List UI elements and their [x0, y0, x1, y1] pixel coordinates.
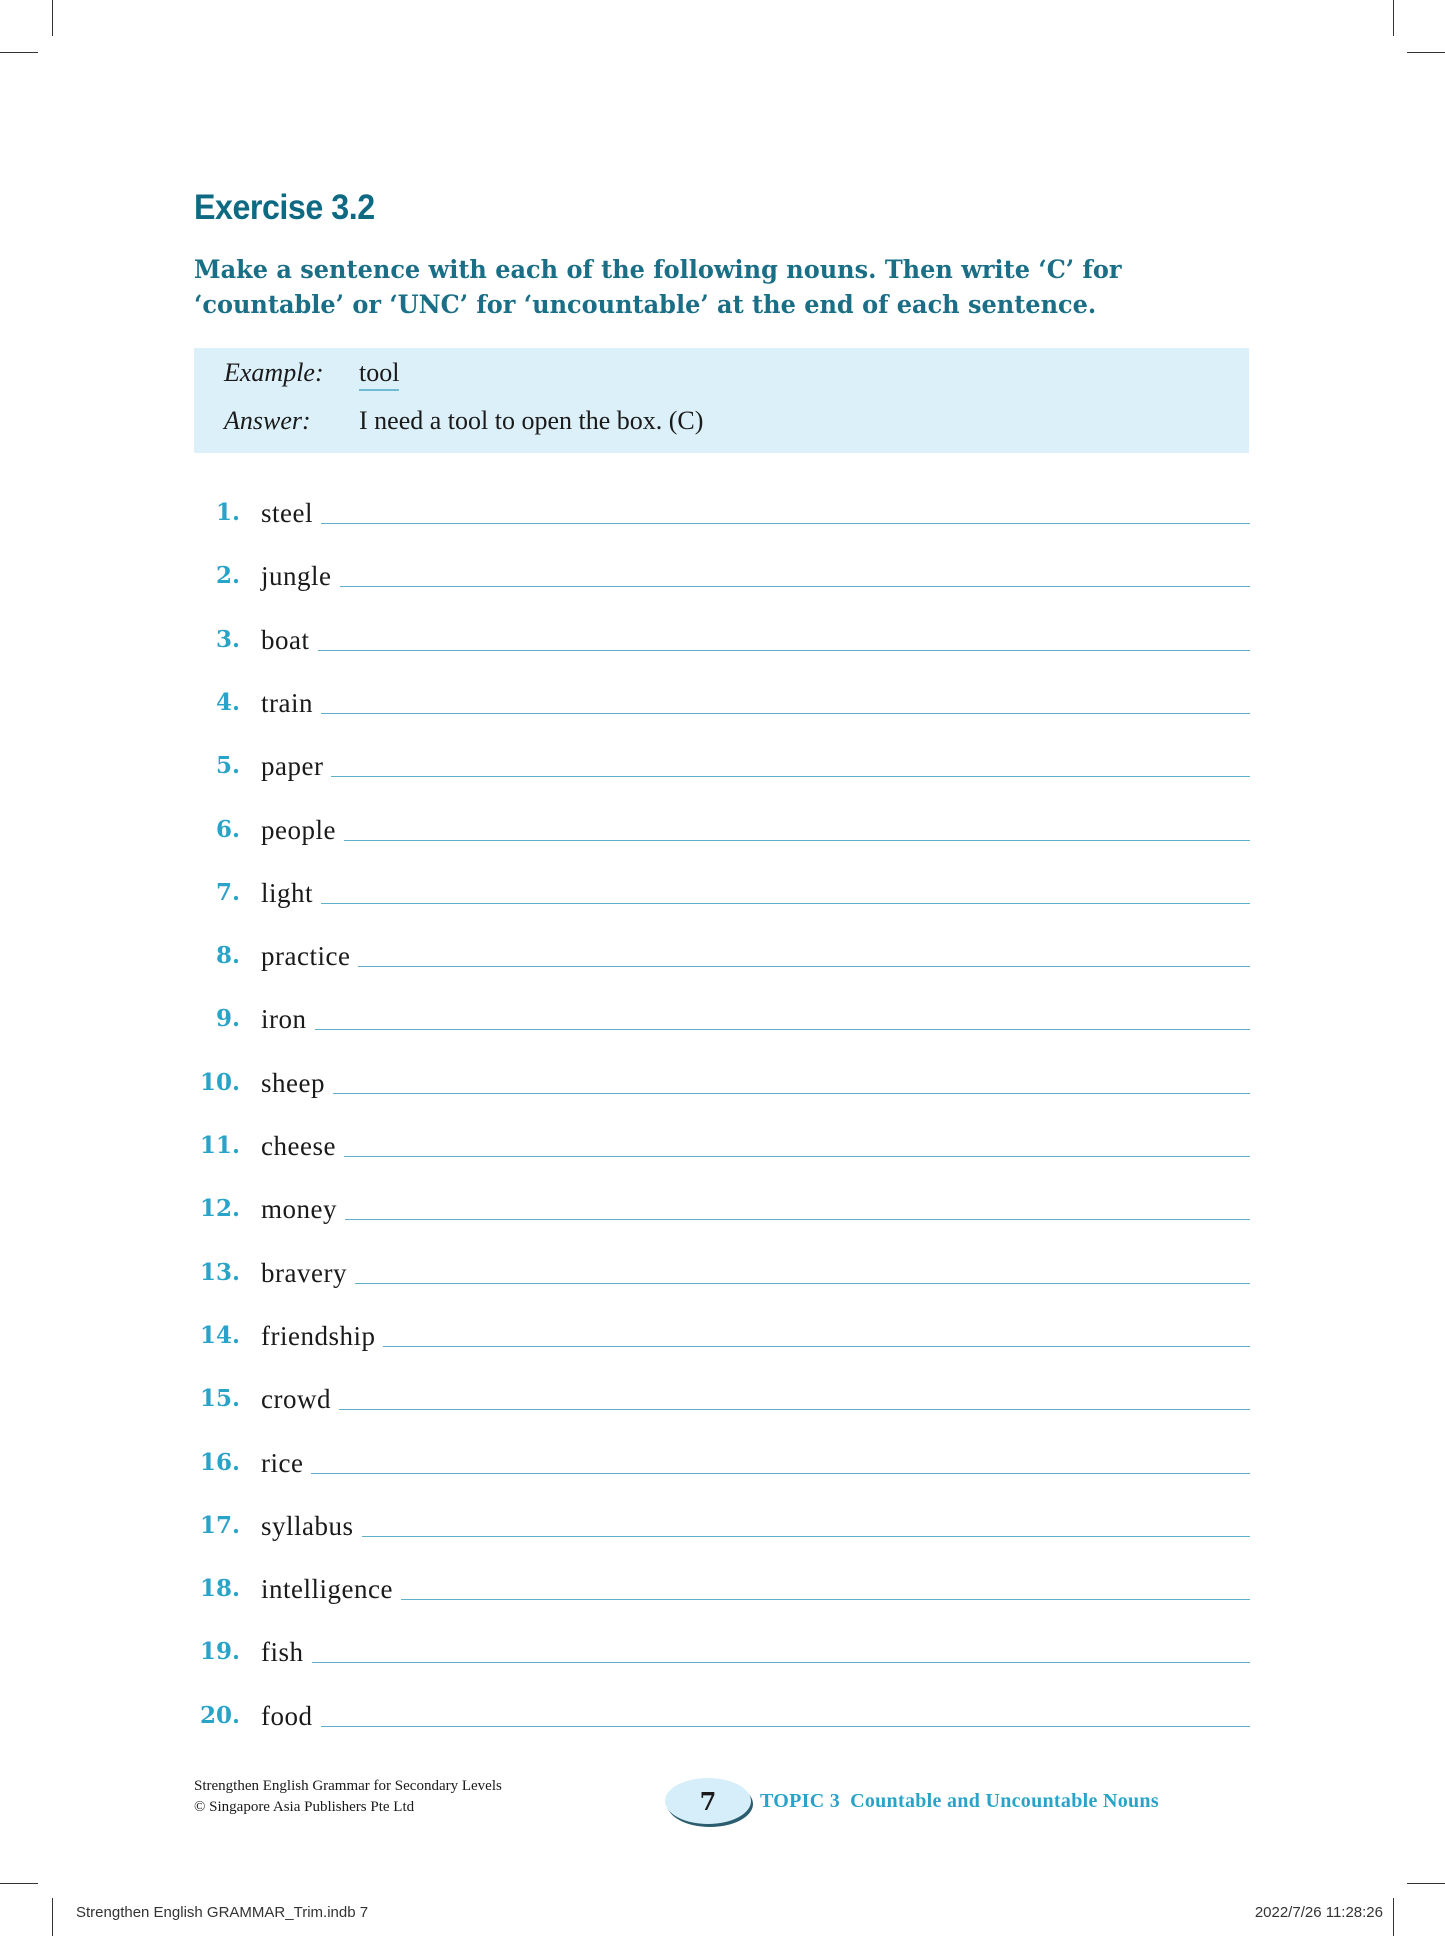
answer-line[interactable] [339, 1408, 1250, 1410]
example-row [224, 358, 399, 388]
exercise-instructions: Make a sentence with each of the following nouns. Then write ‘C’ for ‘countable’ or ‘UNC’ for ‘uncountable’ at the end of each sentence. [194, 255, 1122, 319]
example-label: Example: [224, 358, 324, 387]
item-number: 16. [199, 1448, 240, 1476]
exercise-item [194, 1184, 1250, 1224]
exercise-item [194, 1691, 1250, 1731]
answer-line[interactable] [345, 1218, 1250, 1220]
answer-line[interactable] [312, 1661, 1251, 1663]
item-number: 2. [215, 562, 240, 590]
item-word: practice [261, 941, 351, 972]
crop-mark [1393, 0, 1394, 36]
answer-line[interactable] [311, 1472, 1250, 1474]
item-word: cheese [261, 1131, 336, 1161]
exercise-item [194, 1248, 1250, 1288]
answer-line[interactable] [401, 1598, 1250, 1600]
answer-line[interactable] [333, 1092, 1250, 1094]
answer-line[interactable] [340, 585, 1251, 587]
crop-mark [52, 1898, 53, 1936]
exercise-item [194, 1627, 1250, 1667]
topic-title: Countable and Uncountable Nouns [850, 1790, 1159, 1812]
answer-line[interactable] [321, 522, 1250, 524]
exercise-item [194, 805, 1250, 845]
topic-heading [760, 1790, 1159, 1813]
item-number: 15. [199, 1385, 240, 1413]
exercise-item [194, 931, 1250, 971]
footer-publisher [194, 1776, 502, 1818]
item-number: 3. [215, 625, 240, 653]
item-number: 1. [215, 499, 240, 526]
answer-line[interactable] [358, 965, 1250, 967]
page-number: 7 [699, 1786, 717, 1816]
item-number: 11. [199, 1132, 240, 1159]
item-number: 4. [215, 688, 240, 716]
crop-mark [0, 1883, 38, 1884]
item-word: people [261, 814, 336, 845]
item-number: 13. [199, 1258, 240, 1286]
answer-line[interactable] [321, 712, 1250, 714]
answer-line[interactable] [315, 1028, 1251, 1030]
item-number: 12. [199, 1195, 240, 1223]
exercise-item [194, 868, 1250, 908]
exercise-item [194, 1311, 1250, 1351]
print-slug-datetime: 2022/7/26 11:28:26 [1254, 1904, 1383, 1921]
crop-mark [1407, 52, 1445, 53]
item-word: crowd [261, 1384, 331, 1415]
exercise-item [194, 488, 1250, 528]
topic-label: TOPIC 3 [760, 1790, 841, 1812]
item-number: 9. [215, 1005, 240, 1033]
answer-line[interactable] [383, 1345, 1250, 1347]
exercise-item [194, 1058, 1250, 1098]
answer-line[interactable] [318, 649, 1251, 651]
item-number: 19. [199, 1638, 240, 1666]
item-number: 8. [215, 942, 240, 970]
answer-line[interactable] [344, 1155, 1250, 1157]
item-word: friendship [261, 1320, 376, 1351]
item-number: 17. [199, 1511, 240, 1539]
item-word: iron [261, 1004, 307, 1035]
exercise-item [194, 1121, 1250, 1161]
answer-line[interactable] [355, 1282, 1250, 1284]
item-number: 20. [199, 1701, 240, 1729]
item-word: paper [261, 751, 324, 782]
exercise-item [194, 551, 1250, 591]
answer-line[interactable] [321, 1725, 1251, 1727]
crop-mark [1407, 1883, 1445, 1884]
exercise-title: Exercise 3.2 [194, 188, 375, 227]
item-word: jungle [261, 561, 332, 592]
exercise-item [194, 994, 1250, 1034]
item-number: 7. [215, 878, 240, 906]
print-slug-file: Strengthen English GRAMMAR_Trim.indb 7 [76, 1904, 369, 1921]
item-word: bravery [261, 1257, 347, 1288]
exercise-item [194, 615, 1250, 655]
item-number: 5. [215, 752, 240, 780]
item-word: steel [261, 498, 313, 528]
item-number: 6. [215, 815, 240, 843]
item-word: boat [261, 624, 310, 655]
item-number: 18. [199, 1575, 240, 1603]
answer-line[interactable] [321, 902, 1250, 904]
exercise-item [194, 1438, 1250, 1478]
crop-mark [0, 52, 38, 53]
item-word: rice [261, 1447, 304, 1478]
answer-line[interactable] [344, 839, 1250, 841]
item-word: light [261, 877, 314, 908]
page-number-badge [665, 1778, 751, 1824]
answer-line[interactable] [362, 1535, 1250, 1537]
item-word: sheep [261, 1067, 325, 1098]
book-title: Strengthen English Grammar for Secondary Levels [194, 1778, 502, 1794]
exercise-item [194, 741, 1250, 781]
item-word: food [261, 1700, 313, 1731]
item-number: 10. [199, 1068, 240, 1096]
exercise-item [194, 678, 1250, 718]
crop-mark [52, 0, 53, 36]
example-word: tool [359, 358, 399, 391]
exercise-item [194, 1374, 1250, 1414]
answer-label: Answer: [224, 406, 311, 435]
exercise-item [194, 1564, 1250, 1604]
item-word: intelligence [261, 1574, 393, 1605]
example-box [194, 348, 1249, 453]
answer-row [224, 406, 703, 436]
item-word: train [261, 687, 313, 718]
crop-mark [1393, 1898, 1394, 1936]
item-word: syllabus [261, 1510, 354, 1541]
answer-line[interactable] [331, 775, 1250, 777]
item-number: 14. [199, 1321, 240, 1349]
copyright: © Singapore Asia Publishers Pte Ltd [194, 1799, 415, 1815]
item-word: fish [261, 1637, 304, 1668]
answer-text: I need a tool to open the box. (C) [359, 406, 704, 435]
exercise-item [194, 1501, 1250, 1541]
item-word: money [261, 1194, 337, 1225]
